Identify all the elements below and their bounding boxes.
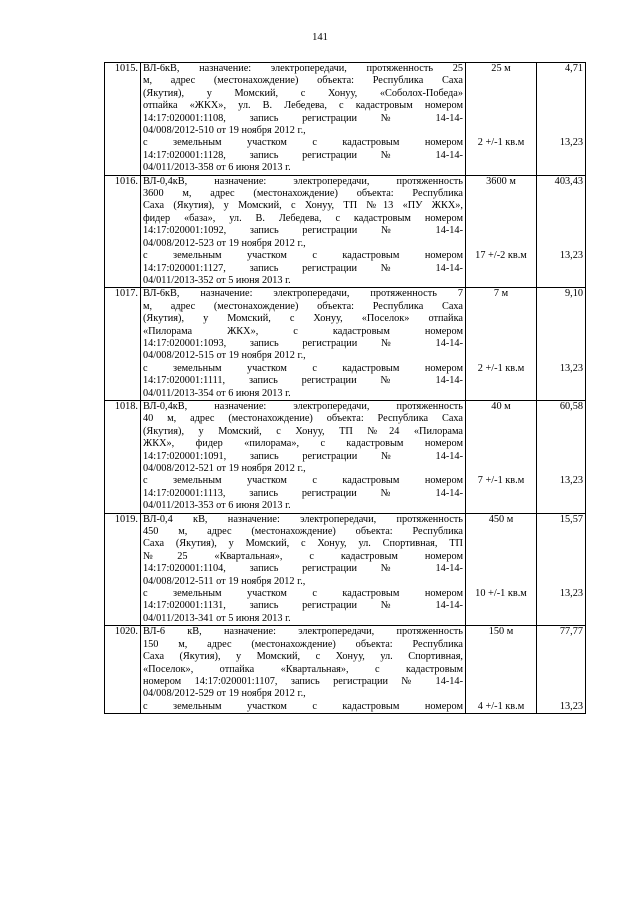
description-line: 450 м, адрес (местонахождение) объекта: Республика: [143, 526, 463, 538]
description-line: ЖКХ», фидер «пилорама», с кадастровым номером: [143, 438, 463, 450]
land-area: 2 +/-1 кв.м: [477, 137, 525, 149]
description-line: м, адрес (местонахождение) объекта: Республика Саха: [143, 75, 463, 87]
object-description: [141, 288, 466, 401]
description-line: с земельным участком с кадастровым номером: [143, 588, 463, 600]
object-extent: 7 м: [493, 288, 509, 300]
object-description: [141, 400, 466, 513]
object-value: 60,58: [559, 400, 583, 412]
description-line: 04/008/2012-511 от 19 ноября 2012 г.,: [143, 575, 306, 587]
land-area: 10 +/-1 кв.м: [475, 588, 527, 600]
description-line: №25 «Квартальная», с кадастровым номером: [143, 550, 463, 562]
object-extent: 25 м: [491, 63, 511, 74]
table-row: [105, 513, 586, 626]
description-line: 04/011/2013-358 от 6 июня 2013 г.: [143, 162, 291, 174]
description-line: фидер «база», ул. В. Лебедева, с кадастровым номером: [143, 212, 463, 224]
land-area: 7 +/-1 кв.м: [477, 475, 525, 487]
value-cell: [537, 513, 586, 626]
description-line: (Якутия), у Момский, с Хонуу, «Соболох-Победа»: [143, 87, 463, 99]
row-number: 1019.: [105, 513, 141, 626]
spacer: [539, 413, 583, 475]
table-row: [105, 63, 586, 176]
description-line: ВЛ-0,4кВ, назначение: электропередачи, протяженность: [143, 175, 463, 187]
row-number: 1020.: [105, 626, 141, 714]
row-number: 1016.: [105, 175, 141, 288]
description-line: ВЛ-0,4 кВ, назначение: электропередачи, протяженность: [143, 513, 463, 525]
value-cell: [537, 175, 586, 288]
description-line: 04/011/2013-341 от 5 июня 2013 г.: [143, 612, 291, 624]
description-line: 14:17:020001:1104, запись регистрации № 14-14-: [143, 563, 463, 575]
object-value: 15,57: [559, 513, 583, 525]
row-number: 1015.: [105, 63, 141, 176]
description-line: ВЛ-6кВ, назначение: электропередачи, протяженность 7: [143, 288, 463, 300]
value-cell: [537, 288, 586, 401]
spacer: [468, 639, 534, 701]
description-line: ВЛ-6 кВ, назначение: электропередачи, протяженность: [143, 626, 463, 638]
spacer: [539, 188, 583, 250]
description-line: 14:17:020001:1127, запись регистрации № 14-14-: [143, 262, 463, 274]
object-extent: 450 м: [488, 513, 514, 525]
description-line: 04/011/2013-353 от 6 июня 2013 г.: [143, 500, 291, 512]
spacer: [468, 188, 534, 250]
property-registry-table: [104, 62, 586, 714]
page-number: 141: [312, 32, 328, 43]
description-line: с земельным участком с кадастровым номером: [143, 137, 463, 149]
description-line: Саха (Якутия), у Момский, с Хонуу, ул. Спортивная,: [143, 651, 463, 663]
description-line: 04/008/2012-515 от 19 ноября 2012 г.,: [143, 350, 306, 362]
description-line: 14:17:020001:1128, запись регистрации № 14-14-: [143, 149, 463, 161]
object-extent: 40 м: [491, 400, 511, 412]
object-extent: 3600 м: [486, 175, 516, 187]
object-extent: 150 м: [488, 626, 514, 638]
description-line: м, адрес (местонахождение) объекта: Республика Саха: [143, 300, 463, 312]
description-line: (Якутия), у Момский, с Хонуу, «Поселок» отпайка: [143, 313, 463, 325]
description-line: номером 14:17:020001:1107, запись регистрации № 14-14-: [143, 675, 463, 687]
object-value: 77,77: [559, 626, 583, 638]
spacer: [539, 526, 583, 588]
extent-cell: [466, 400, 537, 513]
object-description: [141, 63, 466, 176]
description-line: ВЛ-0,4кВ, назначение: электропередачи, протяженность: [143, 400, 463, 412]
spacer: [468, 75, 534, 137]
land-value: 13,23: [559, 700, 583, 712]
description-line: 04/008/2012-529 от 19 ноября 2012 г.,: [143, 688, 306, 700]
description-line: 04/008/2012-510 от 19 ноября 2012 г.,: [143, 125, 306, 137]
spacer: [539, 639, 583, 701]
description-line: ВЛ-6кВ, назначение: электропередачи, протяженность 25: [143, 63, 463, 74]
table-row: [105, 288, 586, 401]
description-line: с земельным участком с кадастровым номером: [143, 250, 463, 262]
land-area: 4 +/-1 кв.м: [477, 700, 525, 712]
object-description: [141, 175, 466, 288]
value-cell: [537, 63, 586, 176]
land-value: 13,23: [559, 475, 583, 487]
object-description: [141, 626, 466, 714]
description-line: 40 м, адрес (местонахождение) объекта: Республика Саха: [143, 413, 463, 425]
table-row: [105, 400, 586, 513]
object-value: 403,43: [554, 175, 583, 187]
description-line: отпайка «ЖКХ», ул. В. Лебедева, с кадастровым номером: [143, 100, 463, 112]
description-line: 14:17:020001:1113, запись регистрации № 14-14-: [143, 487, 463, 499]
land-value: 13,23: [559, 588, 583, 600]
object-description: [141, 513, 466, 626]
spacer: [468, 526, 534, 588]
extent-cell: [466, 513, 537, 626]
description-line: 14:17:020001:1093, запись регистрации № 14-14-: [143, 337, 463, 349]
value-cell: [537, 626, 586, 714]
row-number: 1017.: [105, 288, 141, 401]
table-row: [105, 626, 586, 714]
description-line: с земельным участком с кадастровым номером: [143, 700, 463, 712]
description-line: 14:17:020001:1131, запись регистрации № 14-14-: [143, 600, 463, 612]
description-line: «Пилорама ЖКХ», с кадастровым номером: [143, 325, 463, 337]
description-line: 04/011/2013-352 от 5 июня 2013 г.: [143, 274, 291, 286]
description-line: (Якутия), у Момский, с Хонуу, ТП №24 «Пилорама: [143, 425, 463, 437]
extent-cell: [466, 175, 537, 288]
description-line: Саха (Якутия), у Момский, с Хонуу, ТП №13 «ПУ ЖКХ»,: [143, 200, 463, 212]
value-cell: [537, 400, 586, 513]
object-value: 9,10: [564, 288, 583, 300]
description-line: 150 м, адрес (местонахождение) объекта: Республика: [143, 638, 463, 650]
description-line: 14:17:020001:1091, запись регистрации № 14-14-: [143, 450, 463, 462]
table-body: [105, 63, 586, 714]
description-line: 14:17:020001:1108, запись регистрации № 14-14-: [143, 112, 463, 124]
land-value: 13,23: [559, 250, 583, 262]
land-area: 17 +/-2 кв.м: [475, 250, 527, 262]
description-line: 04/008/2012-521 от 19 ноября 2012 г.,: [143, 463, 306, 474]
table-row: [105, 175, 586, 288]
extent-cell: [466, 626, 537, 714]
description-line: 3600 м, адрес (местонахождение) объекта: Республика: [143, 188, 463, 200]
description-line: «Поселок», отпайка «Квартальная», с кадастровым: [143, 663, 463, 675]
spacer: [539, 301, 583, 363]
description-line: с земельным участком с кадастровым номером: [143, 362, 463, 374]
spacer: [468, 301, 534, 363]
land-area: 2 +/-1 кв.м: [477, 362, 525, 374]
extent-cell: [466, 288, 537, 401]
description-line: 14:17:020001:1111, запись регистрации № 14-14-: [143, 375, 463, 387]
description-line: 14:17:020001:1092, запись регистрации № 14-14-: [143, 225, 463, 237]
spacer: [468, 413, 534, 475]
description-line: Саха (Якутия), у Момский, с Хонуу, ул. Спортивная, ТП: [143, 538, 463, 550]
spacer: [539, 75, 583, 137]
extent-cell: [466, 63, 537, 176]
description-line: с земельным участком с кадастровым номером: [143, 475, 463, 487]
description-line: 04/011/2013-354 от 6 июня 2013 г.: [143, 387, 291, 399]
land-value: 13,23: [559, 137, 583, 149]
land-value: 13,23: [559, 362, 583, 374]
description-line: 04/008/2012-523 от 19 ноября 2012 г.,: [143, 237, 306, 249]
object-value: 4,71: [564, 63, 583, 74]
row-number: 1018.: [105, 400, 141, 513]
